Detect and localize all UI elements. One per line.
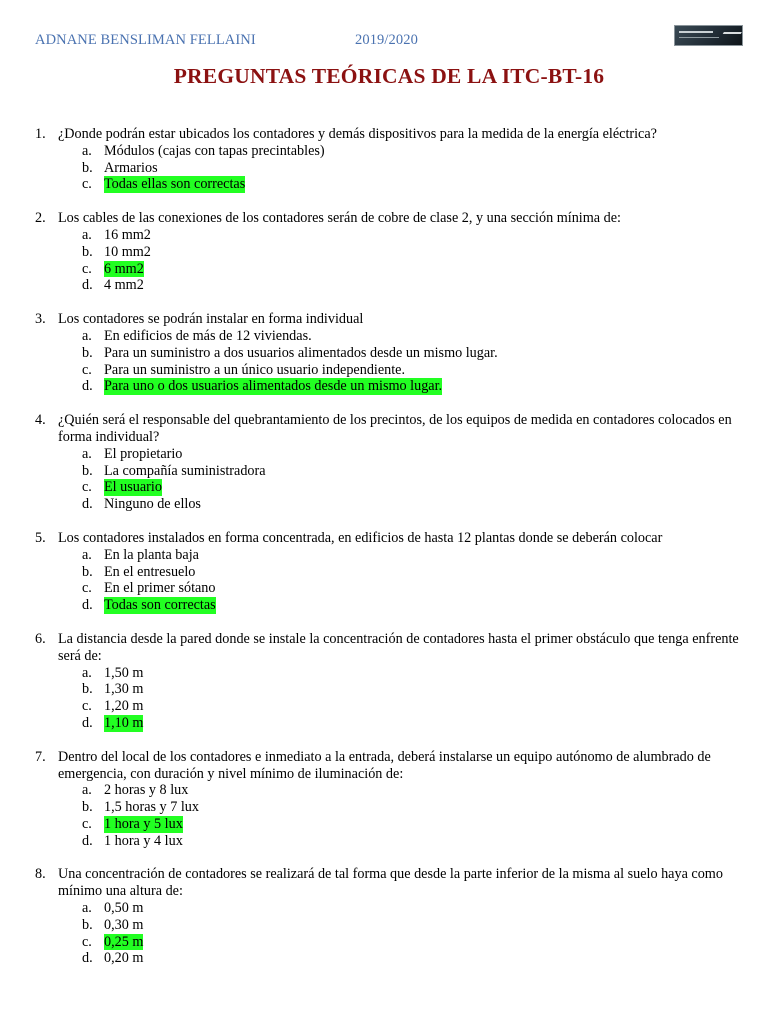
answer-option [0, 580, 768, 597]
question-text: ¿Quién será el responsable del quebrantamiento de los precintos, de los equipos de medida en contadores colocados en forma individual? [58, 412, 732, 445]
option-text: El propietario [104, 445, 183, 462]
answer-option [0, 328, 768, 345]
answer-options [0, 665, 768, 732]
question-number: 4. [35, 412, 46, 429]
option-letter: a. [82, 445, 92, 462]
option-letter: c. [82, 479, 92, 496]
question-list [0, 126, 768, 984]
option-letter: c. [82, 933, 92, 950]
academic-year: 2019/2020 [355, 32, 418, 48]
answer-options [0, 547, 768, 614]
option-letter: c. [82, 815, 92, 832]
answer-option [0, 934, 768, 951]
option-letter: c. [82, 260, 92, 277]
page-header [35, 32, 418, 49]
option-letter: d. [82, 378, 93, 395]
option-letter: a. [82, 142, 92, 159]
answer-option [0, 463, 768, 480]
question-item [0, 866, 768, 967]
question-text: Una concentración de contadores se realizará de tal forma que desde la parte inferior de la misma al suelo haya como mínimo una altura de: [58, 866, 723, 900]
answer-option [0, 244, 768, 261]
option-letter: b. [82, 159, 93, 176]
correct-answer-highlight: 1 hora y 5 lux [104, 815, 183, 832]
answer-option [0, 277, 768, 294]
option-letter: b. [82, 563, 93, 580]
option-text: Ninguno de ellos [104, 496, 201, 513]
answer-option [0, 799, 768, 816]
option-text: 0,30 m [104, 916, 144, 933]
option-letter: b. [82, 681, 93, 698]
option-letter: b. [82, 462, 93, 479]
option-text: Para un suministro a un único usuario independiente. [104, 361, 406, 378]
answer-option [0, 715, 768, 732]
question-item [0, 631, 768, 732]
answer-options [0, 328, 768, 395]
question-number: 8. [35, 866, 46, 883]
answer-option [0, 378, 768, 395]
answer-option [0, 227, 768, 244]
option-letter: d. [82, 597, 93, 614]
option-letter: d. [82, 950, 93, 967]
option-letter: d. [82, 832, 93, 849]
answer-options [0, 782, 768, 849]
question-number: 2. [35, 210, 46, 227]
correct-answer-highlight: Para uno o dos usuarios alimentados desde un mismo lugar. [104, 378, 443, 395]
question-number: 6. [35, 630, 46, 647]
correct-answer-highlight: 0,25 m [104, 933, 144, 950]
answer-option [0, 160, 768, 177]
option-letter: a. [82, 546, 92, 563]
option-text: En el primer sótano [104, 580, 216, 597]
option-letter: b. [82, 799, 93, 816]
question-item [0, 311, 768, 395]
option-letter: d. [82, 277, 93, 294]
answer-options [0, 900, 768, 967]
option-text: En la planta baja [104, 546, 199, 563]
author-name: ADNANE BENSLIMAN FELLAINI [35, 32, 256, 48]
question-text: Los contadores instalados en forma concentrada, en edificios de hasta 12 plantas donde se deberán colocar [58, 529, 663, 546]
question-item [0, 530, 768, 614]
option-text: 1 hora y 4 lux [104, 832, 183, 849]
answer-option [0, 547, 768, 564]
option-text: 0,20 m [104, 950, 144, 967]
answer-option [0, 345, 768, 362]
option-letter: d. [82, 496, 93, 513]
option-text: 0,50 m [104, 900, 144, 917]
option-text: En el entresuelo [104, 563, 196, 580]
question-item [0, 749, 768, 850]
option-letter: a. [82, 900, 92, 917]
question-item [0, 126, 768, 193]
option-letter: a. [82, 782, 92, 799]
answer-option [0, 816, 768, 833]
correct-answer-highlight: Todas ellas son correctas [104, 176, 246, 193]
option-text: Armarios [104, 159, 158, 176]
answer-option [0, 681, 768, 698]
option-letter: c. [82, 580, 92, 597]
answer-option [0, 782, 768, 799]
option-text: 1,20 m [104, 698, 144, 715]
question-number: 1. [35, 126, 46, 142]
question-text: Los cables de las conexiones de los contadores serán de cobre de clase 2, y una sección mínima de: [58, 210, 621, 227]
question-text: La distancia desde la pared donde se instale la concentración de contadores hasta el primer obstáculo que tenga enfrente será de: [58, 630, 739, 664]
option-text: En edificios de más de 12 viviendas. [104, 327, 312, 344]
answer-option [0, 564, 768, 581]
correct-answer-highlight: 1,10 m [104, 714, 144, 731]
answer-option [0, 833, 768, 850]
answer-options [0, 446, 768, 513]
question-text: ¿Donde podrán estar ubicados los contadores y demás dispositivos para la medida de la energía eléctrica? [58, 126, 657, 142]
option-letter: a. [82, 327, 92, 344]
question-text: Los contadores se podrán instalar en forma individual [58, 311, 364, 328]
option-text: Para un suministro a dos usuarios alimentados desde un mismo lugar. [104, 344, 498, 361]
question-number: 7. [35, 748, 46, 765]
option-letter: a. [82, 664, 92, 681]
answer-option [0, 176, 768, 193]
option-text: 2 horas y 8 lux [104, 782, 189, 799]
answer-options [0, 227, 768, 294]
option-text: La compañía suministradora [104, 462, 266, 479]
option-text: 1,5 horas y 7 lux [104, 799, 199, 816]
option-text: 1,50 m [104, 664, 144, 681]
option-letter: d. [82, 714, 93, 731]
answer-option [0, 479, 768, 496]
option-text: 1,30 m [104, 681, 144, 698]
question-item [0, 412, 768, 513]
correct-answer-highlight: El usuario [104, 479, 162, 496]
question-number: 5. [35, 529, 46, 546]
option-letter: b. [82, 243, 93, 260]
page-title: PREGUNTAS TEÓRICAS DE LA ITC-BT-16 [173, 64, 605, 88]
option-letter: c. [82, 698, 92, 715]
answer-option [0, 950, 768, 967]
correct-answer-highlight: Todas son correctas [104, 597, 216, 614]
option-text: 10 mm2 [104, 243, 151, 260]
institution-logo-icon [674, 25, 743, 46]
question-number: 3. [35, 311, 46, 328]
answer-option [0, 597, 768, 614]
option-text: 16 mm2 [104, 226, 151, 243]
answer-option [0, 917, 768, 934]
correct-answer-highlight: 6 mm2 [104, 260, 144, 277]
option-letter: b. [82, 344, 93, 361]
answer-option [0, 143, 768, 160]
option-letter: b. [82, 916, 93, 933]
answer-option [0, 362, 768, 379]
answer-option [0, 496, 768, 513]
question-item [0, 210, 768, 294]
answer-option [0, 261, 768, 278]
option-letter: c. [82, 176, 92, 193]
answer-option [0, 446, 768, 463]
option-letter: a. [82, 226, 92, 243]
answer-option [0, 698, 768, 715]
option-text: Módulos (cajas con tapas precintables) [104, 142, 325, 159]
question-text: Dentro del local de los contadores e inmediato a la entrada, deberá instalarse un equipo autónomo de alumbrado de emergencia, con duración y nivel mínimo de iluminación de: [58, 748, 711, 782]
answer-option [0, 900, 768, 917]
option-text: 4 mm2 [104, 277, 144, 294]
answer-option [0, 665, 768, 682]
answer-options [0, 143, 768, 193]
option-letter: c. [82, 361, 92, 378]
